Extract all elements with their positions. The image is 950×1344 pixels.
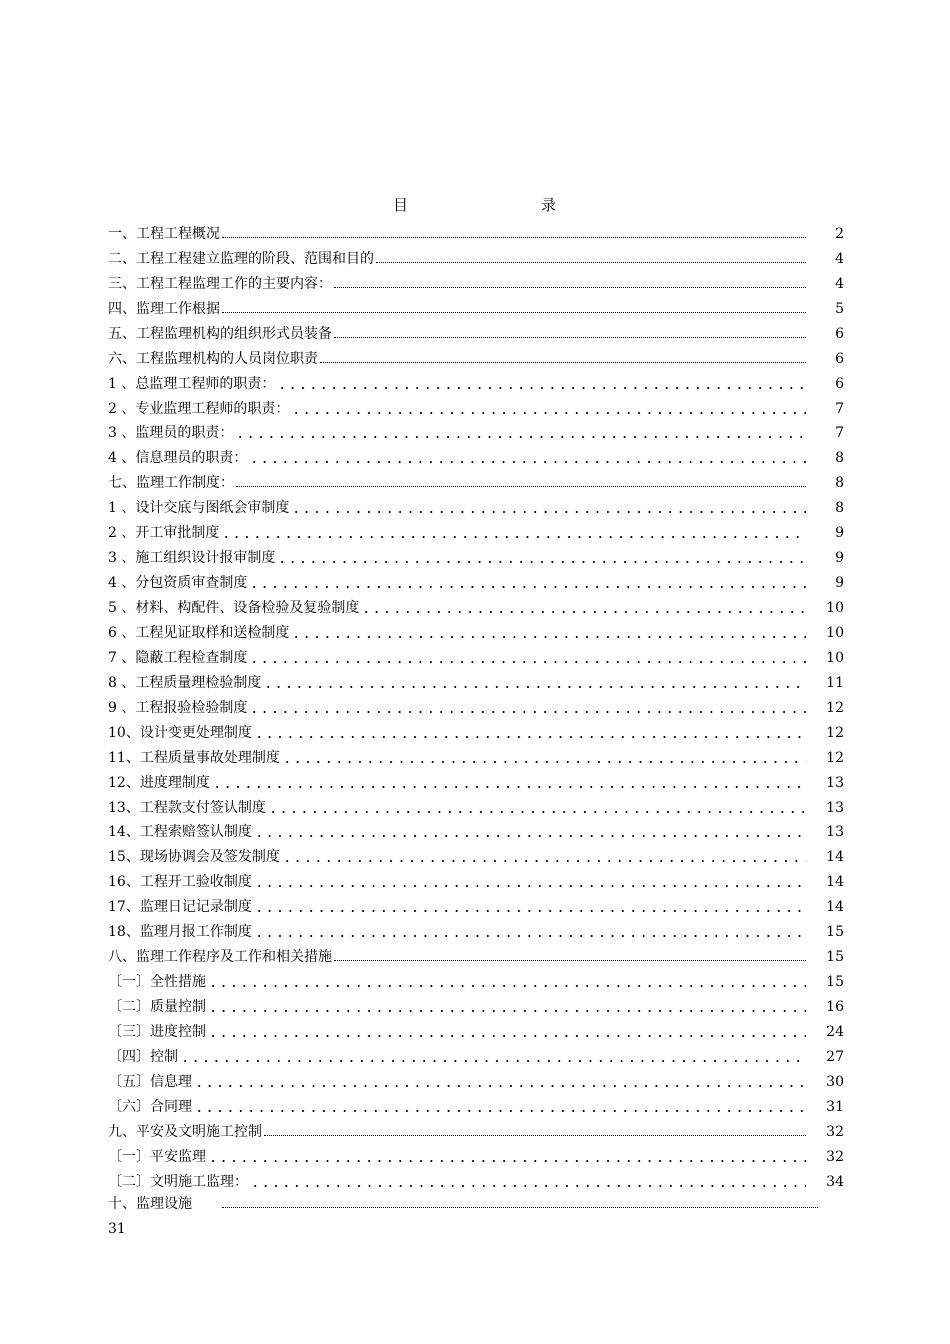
toc-entry-label: 〔四〕控制	[108, 1048, 178, 1065]
toc-entry-label: 1 、设计交底与图纸会审制度	[108, 500, 290, 517]
toc-entry-label: 8 、工程质量理检验制度	[108, 674, 262, 691]
toc-leader-dots	[334, 960, 806, 961]
toc-row[interactable]	[108, 842, 844, 867]
toc-entry-label: 17、监理日记记录制度	[108, 899, 252, 916]
toc-entry-label: 1 、总监理工程师的职责：	[108, 375, 276, 392]
toc-row[interactable]	[108, 942, 844, 967]
toc-entry-page-number: 10	[826, 600, 844, 616]
toc-row[interactable]	[108, 244, 844, 269]
toc-entry-page-number: 30	[826, 1073, 844, 1090]
toc-row[interactable]	[108, 369, 844, 394]
toc-entry-label: 〔五〕信息理	[108, 1073, 192, 1090]
toc-entry-page-number: 9	[835, 550, 844, 567]
toc-leader-dots	[249, 585, 806, 589]
toc-row[interactable]	[108, 419, 844, 444]
toc-leader-dots	[264, 1135, 806, 1136]
toc-entry-label: 7 、隐蔽工程检查制度	[108, 649, 248, 666]
toc-entry-page-number: 14	[826, 849, 844, 866]
toc-row[interactable]	[108, 1189, 844, 1214]
toc-entry-label: 6 、工程见证取样和送检制度	[108, 624, 290, 641]
toc-row[interactable]	[108, 1042, 844, 1067]
toc-row[interactable]	[108, 967, 844, 992]
toc-leader-dots	[194, 1084, 806, 1088]
toc-leader-dots	[361, 610, 806, 614]
toc-entry-page-number: 8	[835, 475, 844, 492]
toc-entry-label: 12、进度理制度	[108, 774, 210, 791]
toc-row[interactable]	[108, 743, 844, 768]
toc-leader-dots	[249, 710, 806, 714]
toc-entry-page-number: 15	[826, 949, 844, 966]
toc-leader-dots	[208, 984, 806, 988]
toc-entry-label: 〔一〕平安监理	[108, 1148, 206, 1165]
toc-entry-label: 4 、分包资质审查制度	[108, 575, 248, 592]
toc-row[interactable]	[108, 1092, 844, 1117]
toc-leader-dots	[250, 1184, 806, 1188]
toc-leader-dots	[254, 834, 806, 838]
toc-entry-page-number: 6	[835, 375, 844, 392]
toc-row[interactable]	[108, 443, 844, 468]
toc-entry-page-number: 9	[835, 525, 844, 542]
toc-entry-page-number: 15	[826, 974, 844, 991]
toc-leader-dots	[320, 362, 806, 363]
toc-entry-page-number: 27	[826, 1048, 844, 1065]
toc-leader-dots	[194, 1109, 806, 1113]
toc-entry-label: 18、监理月报工作制度	[108, 924, 252, 941]
toc-entry-label: 〔六〕合同理	[108, 1098, 192, 1115]
toc-row[interactable]	[108, 793, 844, 818]
toc-last-entry	[108, 1189, 844, 1214]
toc-row[interactable]	[108, 818, 844, 843]
toc-entry-page-number: 9	[835, 575, 844, 592]
toc-leader-dots	[222, 312, 806, 313]
toc-row[interactable]	[108, 568, 844, 593]
toc-entry-label: 13、工程款支付签认制度	[108, 799, 266, 816]
toc-entry-page-number: 10	[826, 649, 844, 666]
toc-entry-label: 〔三〕进度控制	[108, 1023, 206, 1040]
toc-row[interactable]	[108, 344, 844, 369]
toc-entry-page-number: 13	[826, 799, 844, 816]
toc-leader-dots	[235, 435, 806, 439]
toc-row[interactable]	[108, 468, 844, 493]
toc-row[interactable]	[108, 493, 844, 518]
toc-entry-page-number: 5	[835, 300, 844, 317]
toc-entry-label: 4 、信息理员的职责：	[108, 450, 248, 467]
toc-title-char-2: 录	[541, 196, 557, 214]
toc-row[interactable]	[108, 394, 844, 419]
toc-leader-dots	[254, 884, 806, 888]
toc-entry-label: 五、工程监理机构的组织形式员装备	[108, 325, 332, 342]
toc-leader-dots	[282, 760, 806, 764]
toc-leader-dots	[268, 810, 806, 814]
toc-entry-label: 三、工程工程监理工作的主要内容：	[108, 275, 332, 292]
toc-leader-dots	[222, 1207, 818, 1208]
toc-leader-dots	[208, 1159, 806, 1163]
toc-entry-label: 3 、监理员的职责：	[108, 425, 234, 442]
toc-entry-page-number: 8	[835, 500, 844, 517]
toc-entry-page-number: 12	[826, 699, 844, 716]
toc-leader-dots	[376, 262, 806, 263]
toc-entry-page-number: 8	[835, 450, 844, 467]
toc-entry-page-number: 7	[835, 425, 844, 442]
toc-row[interactable]	[108, 718, 844, 743]
toc-entry-page-number: 31	[826, 1098, 844, 1115]
toc-entry-page-number: 13	[826, 824, 844, 841]
toc-row[interactable]	[108, 1117, 844, 1142]
toc-leader-dots	[212, 785, 806, 789]
toc-entry-label: 〔一〕全性措施	[108, 974, 206, 991]
toc-entry-label: 10、设计变更处理制度	[108, 724, 252, 741]
toc-leader-dots	[221, 535, 806, 539]
toc-entry-page-number: 12	[826, 724, 844, 741]
toc-row[interactable]	[108, 219, 844, 244]
toc-entry-page-number: 34	[826, 1173, 844, 1190]
toc-leader-dots	[277, 560, 806, 564]
toc-entry-page-number: 6	[835, 325, 844, 342]
toc-row[interactable]	[108, 643, 844, 668]
toc-entry-page-number: 31	[108, 1221, 126, 1237]
toc-row[interactable]	[108, 1017, 844, 1042]
toc-leader-dots	[254, 735, 806, 739]
toc-row[interactable]	[108, 917, 844, 942]
toc-entry-page-number: 13	[826, 774, 844, 791]
toc-entry-label: 〔二〕文明施工监理：	[108, 1173, 248, 1190]
toc-leader-dots	[277, 386, 806, 390]
toc-entry-page-number: 11	[826, 674, 844, 691]
toc-entry-label: 二、工程工程建立监理的阶段、范围和目的	[108, 250, 374, 267]
toc-row[interactable]	[108, 1067, 844, 1092]
toc-entry-label: 2 、开工审批制度	[108, 525, 220, 542]
toc-entry-label: 2 、专业监理工程师的职责：	[108, 400, 290, 417]
toc-row[interactable]	[108, 768, 844, 793]
toc-row[interactable]	[108, 892, 844, 917]
toc-entry-page-number: 14	[826, 899, 844, 916]
toc-row[interactable]	[108, 593, 844, 618]
toc-row[interactable]	[108, 992, 844, 1017]
toc-entry-label: 14、工程索赔签认制度	[108, 824, 252, 841]
toc-leader-dots	[291, 510, 806, 514]
toc-entry-label: 九、平安及文明施工控制	[108, 1123, 262, 1140]
toc-leader-dots	[334, 337, 806, 338]
toc-entry-page-number: 24	[826, 1023, 844, 1040]
toc-entry-page-number: 10	[826, 624, 844, 641]
toc-entry-page-number: 14	[826, 874, 844, 891]
toc-entry-page-number: 4	[835, 250, 844, 267]
toc-row[interactable]	[108, 269, 844, 294]
toc-row[interactable]	[108, 294, 844, 319]
toc-leader-dots	[236, 486, 806, 487]
toc-entry-label: 11、工程质量事故处理制度	[108, 749, 280, 766]
toc-leader-dots	[254, 934, 806, 938]
toc-entry-page-number: 32	[826, 1148, 844, 1165]
toc-row[interactable]	[108, 668, 844, 693]
toc-leader-dots	[249, 660, 806, 664]
toc-row[interactable]	[108, 693, 844, 718]
toc-entry-page-number: 16	[826, 999, 844, 1015]
toc-entry-page-number: 12	[826, 749, 844, 766]
toc-entry-label: 5 、材料、构配件、设备检验及复验制度	[108, 600, 360, 616]
toc-title	[0, 194, 950, 216]
toc-entry-label: 16、工程开工验收制度	[108, 874, 252, 891]
toc-leader-dots	[208, 1034, 806, 1038]
toc-entry-page-number: 15	[826, 924, 844, 941]
toc-row[interactable]	[108, 1142, 844, 1167]
toc-leader-dots	[291, 635, 806, 639]
toc-row[interactable]	[108, 618, 844, 643]
toc-entry-label: 9 、工程报验检验制度	[108, 699, 248, 716]
toc-leader-dots	[263, 685, 806, 689]
toc-leader-dots	[249, 460, 806, 464]
toc-entry-page-number: 7	[835, 400, 844, 417]
table-of-contents	[108, 219, 844, 1192]
toc-row[interactable]	[108, 518, 844, 543]
toc-entry-label: 〔二〕质量控制	[108, 999, 206, 1015]
toc-entry-page-number: 6	[835, 350, 844, 367]
toc-leader-dots	[282, 859, 806, 863]
toc-row[interactable]	[108, 543, 844, 568]
toc-entry-label: 一、工程工程概况	[108, 225, 220, 242]
toc-leader-dots	[291, 411, 806, 415]
toc-leader-dots	[254, 909, 806, 913]
toc-entry-label: 四、监理工作根据	[108, 300, 220, 317]
toc-leader-dots	[222, 237, 806, 238]
toc-entry-label: 七、监理工作制度：	[108, 475, 234, 492]
toc-row[interactable]	[108, 867, 844, 892]
toc-leader-dots	[180, 1059, 806, 1063]
toc-leader-dots	[208, 1009, 806, 1013]
toc-leader-dots	[334, 287, 806, 288]
toc-row[interactable]	[108, 319, 844, 344]
toc-title-char-1: 目	[393, 196, 409, 214]
toc-entry-page-number: 2	[835, 225, 844, 242]
toc-entry-label: 六、工程监理机构的人员岗位职责	[108, 350, 318, 367]
toc-entry-page-number: 4	[835, 275, 844, 292]
toc-row[interactable]	[108, 1167, 844, 1192]
toc-entry-page-number: 32	[826, 1123, 844, 1140]
toc-entry-label: 八、监理工作程序及工作和相关措施	[108, 949, 332, 966]
toc-entry-label: 15、现场协调会及签发制度	[108, 849, 280, 866]
toc-entry-label: 十、监理设施	[108, 1195, 192, 1212]
toc-entry-label: 3 、施工组织设计报审制度	[108, 550, 276, 567]
